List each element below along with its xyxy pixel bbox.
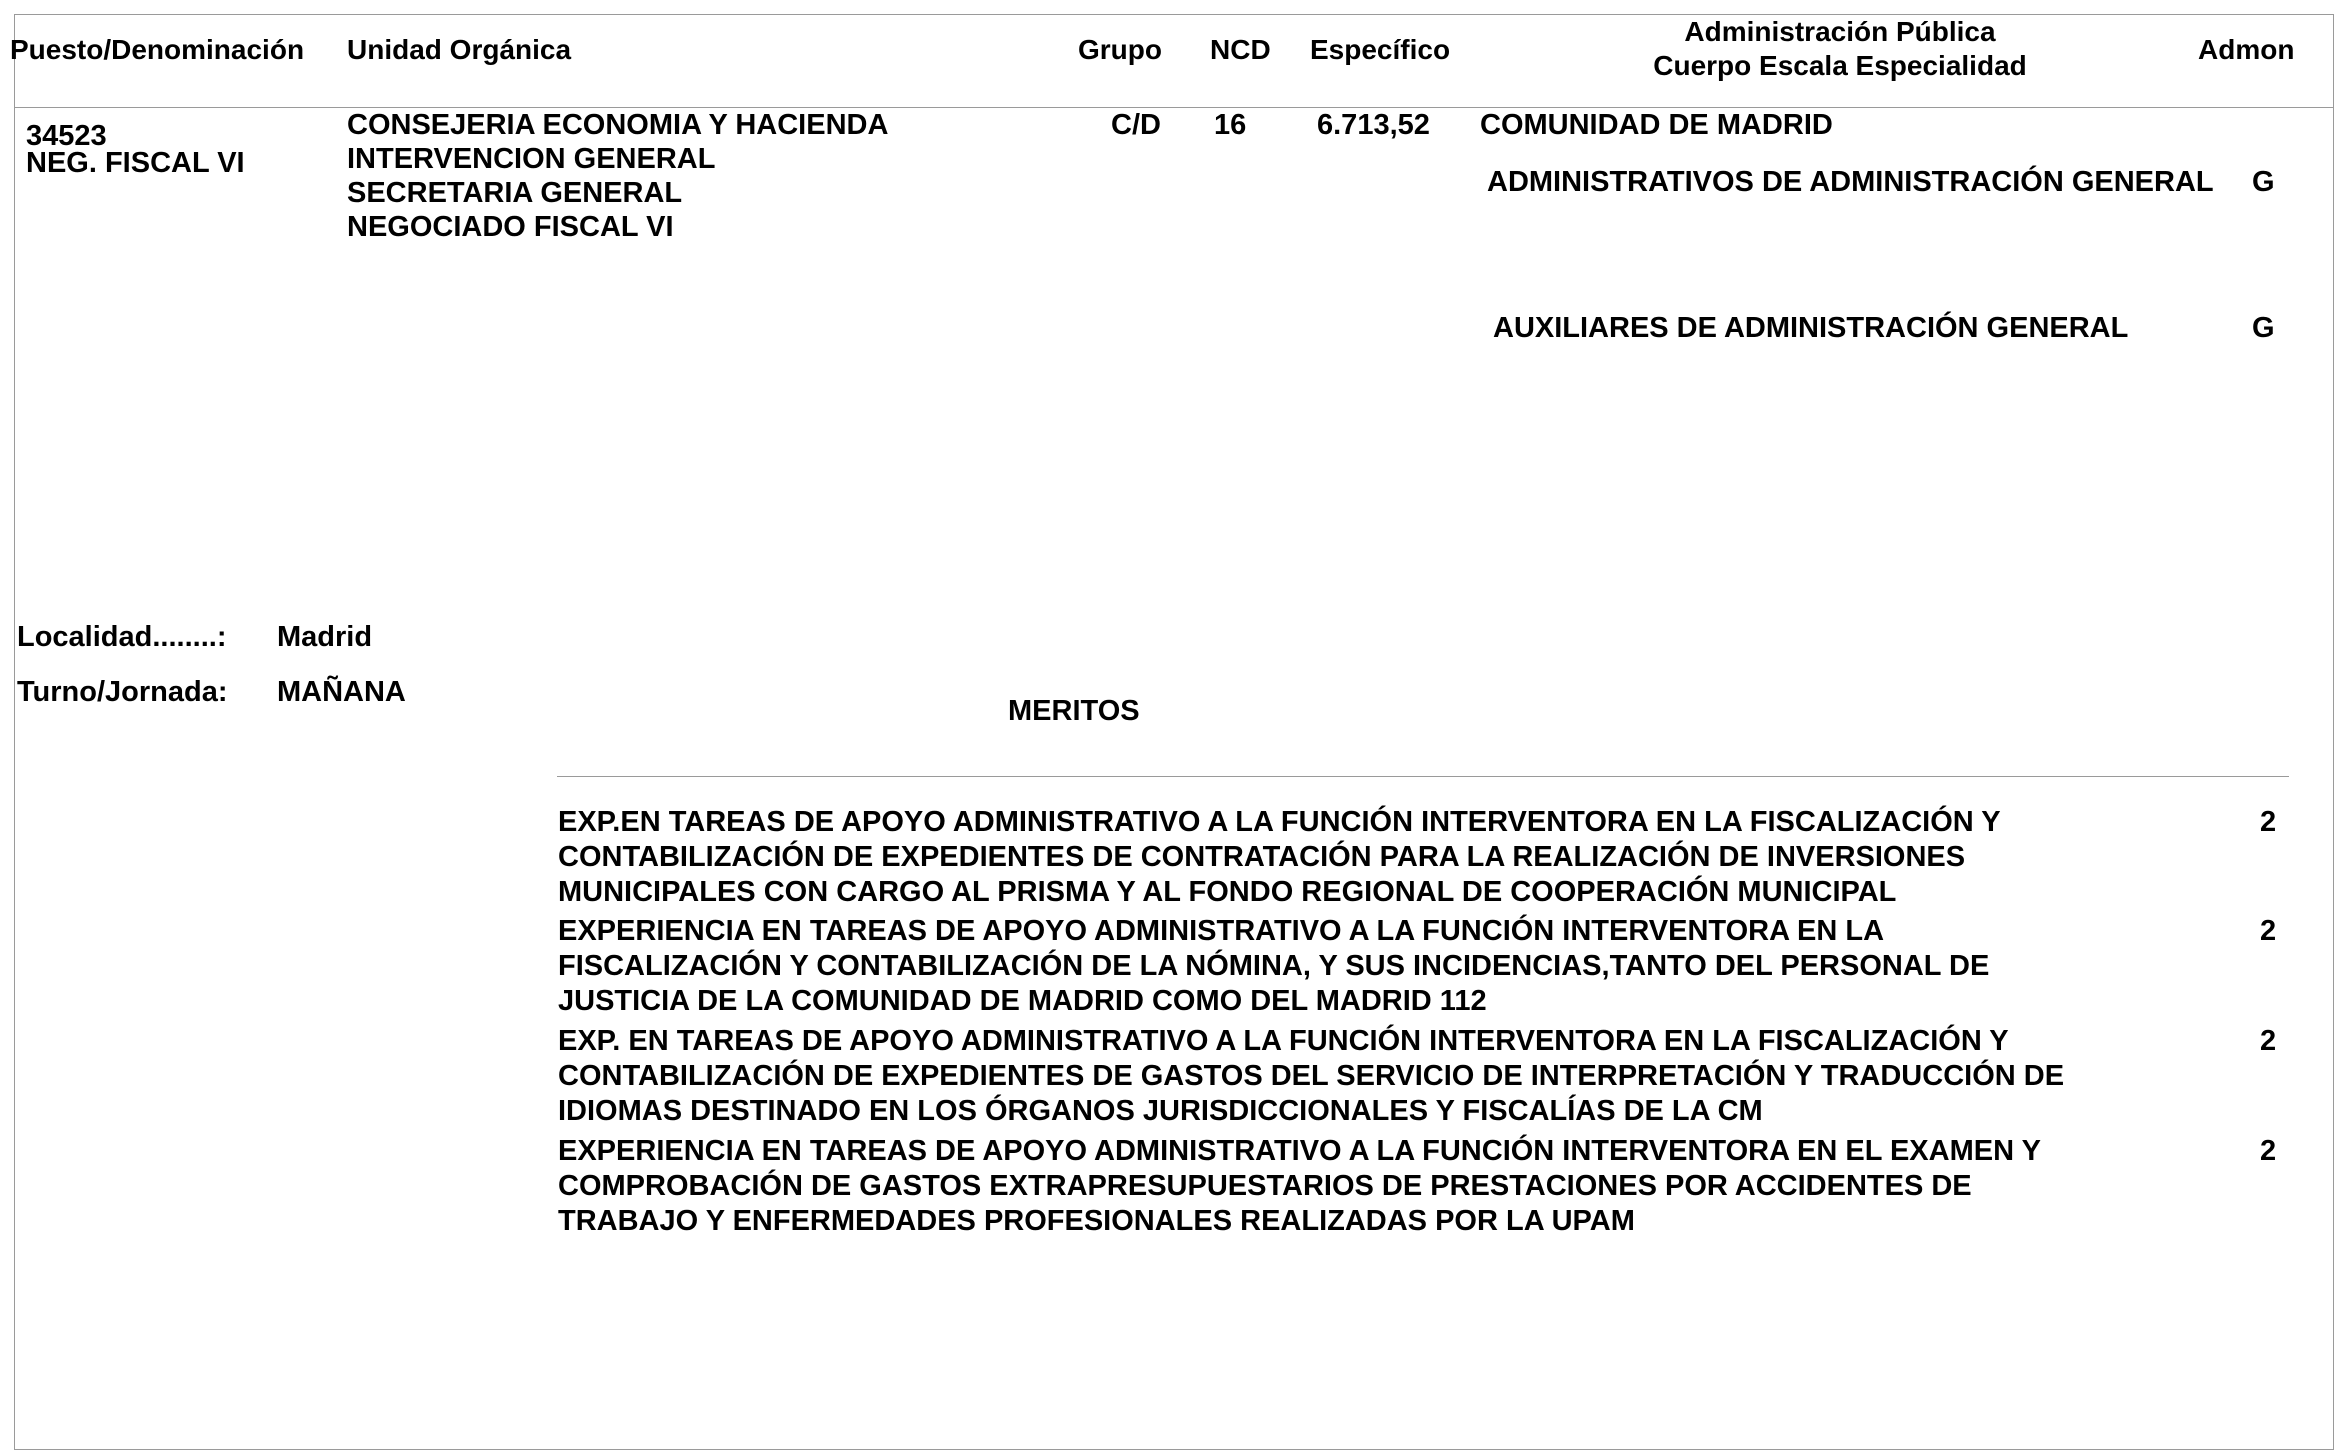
administracion-value: COMUNIDAD DE MADRID [1480,109,1833,141]
meritos-title: MERITOS [1008,695,1140,727]
merito-points: 2 [2260,1135,2277,1167]
merito-line: EXPERIENCIA EN TAREAS DE APOYO ADMINISTRATIVO A LA FUNCIÓN INTERVENTORA EN EL EXAMEN Y [558,1135,2041,1167]
grupo-value: C/D [1111,109,1161,141]
cuerpo-admon: G [2252,312,2275,344]
header-unidad: Unidad Orgánica [347,34,572,65]
merito-item [558,805,2001,910]
merito-line: CONTABILIZACIÓN DE EXPEDIENTES DE CONTRATACIÓN PARA LA REALIZACIÓN DE INVERSIONES [558,841,1966,873]
merito-line: JUSTICIA DE LA COMUNIDAD DE MADRID COMO DEL MADRID 112 [558,985,1487,1017]
merito-line: COMPROBACIÓN DE GASTOS EXTRAPRESUPUESTARIOS DE PRESTACIONES POR ACCIDENTES DE [558,1170,1972,1202]
merito-line: MUNICIPALES CON CARGO AL PRISMA Y AL FONDO REGIONAL DE COOPERACIÓN MUNICIPAL [558,876,1897,908]
localidad-value: Madrid [277,621,373,653]
merito-points: 2 [2260,1025,2277,1057]
header-especifico: Específico [1310,34,1451,65]
unidad-line: NEGOCIADO FISCAL VI [347,211,674,243]
cuerpo-admon: G [2252,166,2275,198]
merito-points: 2 [2260,915,2277,947]
header-admon: Admon [2198,34,2295,65]
merito-points: 2 [2260,806,2277,838]
unidad-line: SECRETARIA GENERAL [347,177,683,209]
merito-item [558,914,1989,1019]
localidad-label: Localidad........: [17,621,227,653]
header-puesto: Puesto/Denominación [10,34,305,65]
puesto-codigo: 34523 [26,120,107,152]
ncd-value: 16 [1214,109,1247,141]
merito-item [558,1134,2041,1239]
header-grupo: Grupo [1078,34,1162,65]
merito-line: IDIOMAS DESTINADO EN LOS ÓRGANOS JURISDICCIONALES Y FISCALÍAS DE LA CM [558,1095,1763,1127]
merito-line: TRABAJO Y ENFERMEDADES PROFESIONALES REALIZADAS POR LA UPAM [558,1205,1635,1237]
turno-label: Turno/Jornada: [17,676,228,708]
cuerpo-name: AUXILIARES DE ADMINISTRACIÓN GENERAL [1493,312,2129,344]
merito-item [558,1024,2064,1129]
merito-line: EXP. EN TAREAS DE APOYO ADMINISTRATIVO A LA FUNCIÓN INTERVENTORA EN LA FISCALIZACIÓN Y [558,1025,2009,1057]
merito-line: EXPERIENCIA EN TAREAS DE APOYO ADMINISTRATIVO A LA FUNCIÓN INTERVENTORA EN LA [558,915,1885,947]
unidad-line: CONSEJERIA ECONOMIA Y HACIENDA [347,109,889,141]
merito-line: EXP.EN TAREAS DE APOYO ADMINISTRATIVO A LA FUNCIÓN INTERVENTORA EN LA FISCALIZACIÓN Y [558,806,2001,838]
header-cuerpo-escala: Cuerpo Escala Especialidad [1653,50,2027,81]
especifico-value: 6.713,52 [1317,109,1430,141]
meritos-divider [557,776,2289,777]
header-ncd: NCD [1210,34,1271,65]
cuerpo-name: ADMINISTRATIVOS DE ADMINISTRACIÓN GENERAL [1487,166,2214,198]
merito-line: CONTABILIZACIÓN DE EXPEDIENTES DE GASTOS DEL SERVICIO DE INTERPRETACIÓN Y TRADUCCIÓN DE [558,1060,2065,1092]
unidad-line: INTERVENCION GENERAL [347,143,716,175]
turno-value: MAÑANA [277,676,406,708]
merito-line: FISCALIZACIÓN Y CONTABILIZACIÓN DE LA NÓMINA, Y SUS INCIDENCIAS,TANTO DEL PERSONAL DE [558,950,1990,982]
puesto-denominacion: NEG. FISCAL VI [26,147,245,179]
header-admin-publica: Administración Pública [1684,16,1996,47]
